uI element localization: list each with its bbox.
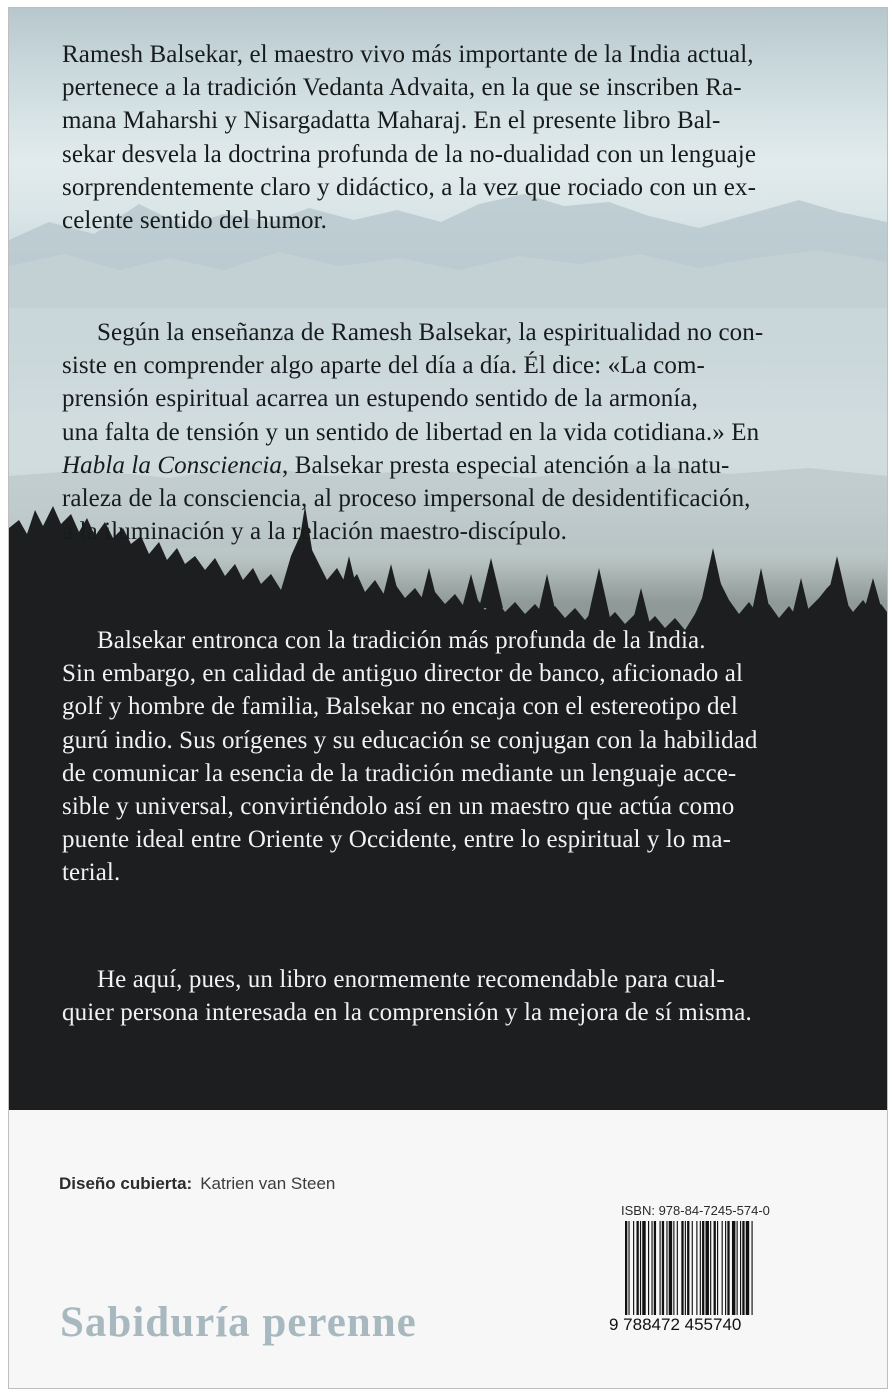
barcode-bar [696, 1221, 697, 1315]
barcode-bar [714, 1221, 716, 1315]
barcode-digits: 9 788472 455740 [609, 1315, 742, 1334]
blurb-paragraph-intro: Ramesh Balsekar, el maestro vivo más importante de la India actual, pertenece a la tradición Vedanta Advaita, en la que se inscriben Ra- mana Maharshi y Nisargadatta Maharaj. En el presente libro Bal- sekar desvela la doctrina profunda de la no-dualidad con un lenguaje sorprendentemente claro y didáctico, a la vez que rociado con un ex- celente sentido del humor. [62, 41, 757, 235]
barcode-bar [742, 1221, 744, 1315]
barcode-bar [669, 1221, 672, 1315]
barcode-bar [651, 1221, 652, 1315]
isbn-label: ISBN: 978-84-7245-574-0 [621, 1203, 770, 1218]
credit-designer: Katrien van Steen [200, 1174, 336, 1193]
blurb-paragraph-teaching: Según la enseñanza de Ramesh Balsekar, la espiritualidad no con- siste en comprender algo aparte del día a día. Él dice: «La com- prensión espiritual acarrea un estupendo sentido de la armonía, una falta de tensión y un sentido de libertad en la vida cotidiana.» En Habla la Consciencia, Balsekar presta especial atención a la natu- raleza de la consciencia, al proceso impersonal de desidentificación, a la iluminación y a la relación maestro-discípulo. [62, 319, 764, 546]
barcode-bar [722, 1221, 723, 1315]
barcode-bar [633, 1221, 634, 1315]
book-title-italic: Habla la Consciencia [62, 451, 283, 479]
barcode-bar [677, 1221, 678, 1315]
blurb-paragraph-biography: Balsekar entronca con la tradición más profunda de la India. Sin embargo, en calidad de antiguo director de banco, aficionado al golf y hombre de familia, Balsekar no encaja con el estereotipo del gurú indio. Sus orígenes y su educación se conjugan con la habilidad de comunicar la esencia de la tradición mediante un lenguaje acce- sible y universal, convirtiéndolo así en un maestro que actúa como puente ideal entre Oriente y Occidente, entre lo espiritual y lo ma- terial. [62, 627, 758, 887]
barcode-bar [642, 1221, 645, 1315]
barcode-bar [710, 1221, 711, 1315]
barcode-bar [740, 1221, 741, 1315]
collection-title: Sabiduría perenne [60, 1299, 417, 1346]
barcode-bar [648, 1221, 649, 1315]
barcode-bar [727, 1221, 729, 1315]
barcode-bar [662, 1221, 664, 1315]
barcode [621, 1221, 799, 1315]
back-cover [8, 7, 888, 1389]
back-cover-footer [9, 1110, 887, 1388]
blurb-paragraph-recommendation: He aquí, pues, un libro enormemente recomendable para cual- quier persona interesada en la comprensión y la mejora de sí misma. [62, 966, 752, 1027]
barcode-bar [717, 1221, 718, 1315]
barcode-bar [737, 1221, 738, 1315]
barcode-bar [685, 1221, 686, 1315]
barcode-bar [681, 1221, 683, 1315]
credit-label: Diseño cubierta: [59, 1174, 193, 1193]
barcode-bar [702, 1221, 704, 1315]
barcode-bar [706, 1221, 709, 1315]
barcode-bar [654, 1221, 656, 1315]
barcode-bar [660, 1221, 661, 1315]
barcode-bar [692, 1221, 693, 1315]
barcode-bar [725, 1221, 726, 1315]
barcode-bar [673, 1221, 674, 1315]
barcode-bar [628, 1221, 629, 1315]
barcode-bar [640, 1221, 641, 1315]
barcode-bar [732, 1221, 735, 1315]
barcode-bar [752, 1221, 753, 1315]
barcode-bar [700, 1221, 701, 1315]
barcode-bar [746, 1221, 749, 1315]
cover-design-credit [59, 1174, 335, 1194]
barcode-bar [637, 1221, 639, 1315]
barcode-bar [666, 1221, 667, 1315]
barcode-bar [625, 1221, 627, 1315]
barcode-bar [687, 1221, 689, 1315]
